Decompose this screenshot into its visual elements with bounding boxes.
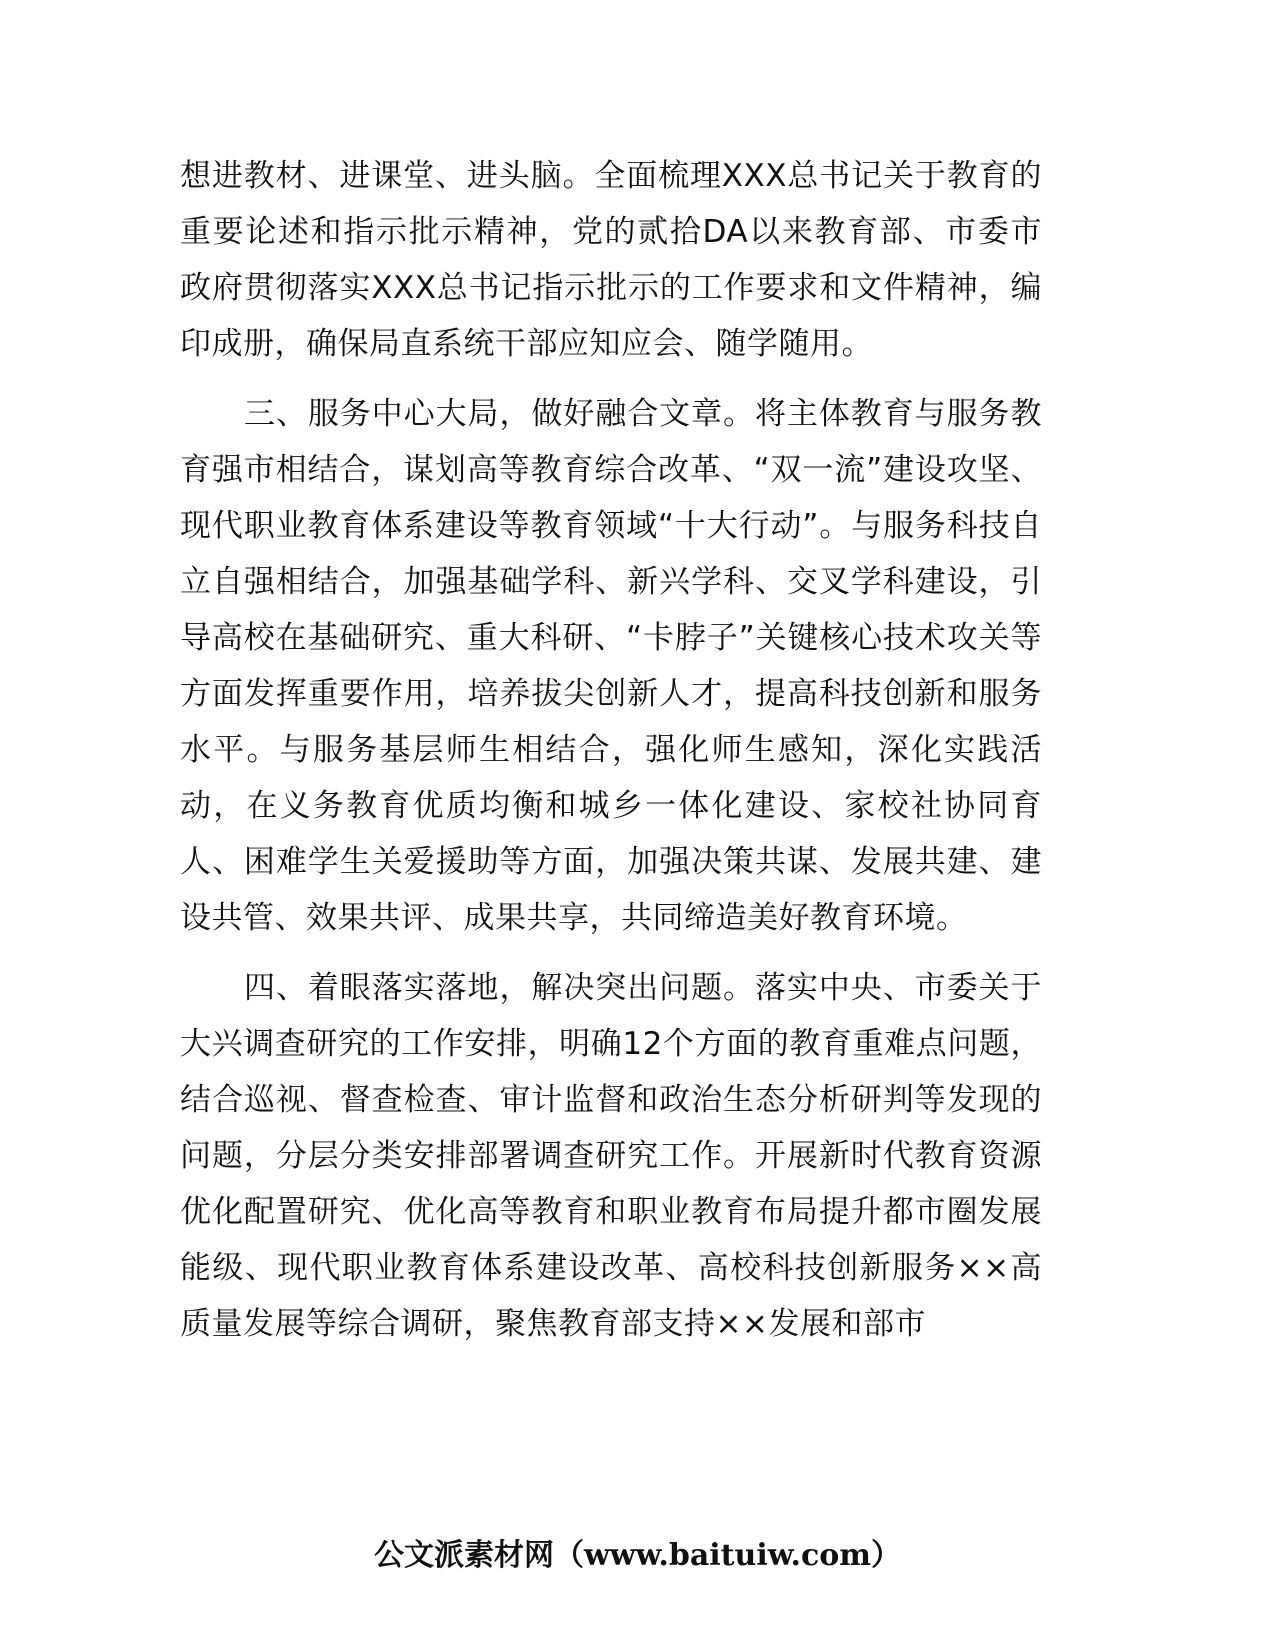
- paragraph-section-three: 三、服务中心大局，做好融合文章。将主体教育与服务教育强市相结合，谋划高等教育综合改革、“双一流”建设攻坚、现代职业教育体系建设等教育领域“十大行动”。与服务科技自立自强相结合，加强基础学科、新兴学科、交叉学科建设，引导高校在基础研究、重大科研、“卡脖子”关键核心技术攻关等方面发挥重要作用，培养拔尖创新人才，提高科技创新和服务水平。与服务基层师生相结合，强化师生感知，深化实践活动，在义务教育优质均衡和城乡一体化建设、家校社协同育人、困难学生关爱援助等方面，加强决策共谋、发展共建、建设共管、效果共评、成果共享，共同缔造美好教育环境。: [180, 396, 1042, 936]
- paragraph-section-four: 四、着眼落实落地，解决突出问题。落实中央、市委关于大兴调查研究的工作安排，明确12个方面的教育重难点问题，结合巡视、督查检查、审计监督和政治生态分析研判等发现的问题，分层分类安排部署调查研究工作。开展新时代教育资源优化配置研究、优化高等教育和职业教育布局提升都市圈发展能级、现代职业教育体系建设改革、高校科技创新服务××高质量发展等综合调研，聚焦教育部支持××发展和部市: [180, 970, 1042, 1342]
- footer-watermark: 公文派素材网（www.baituiw.com）: [373, 1538, 902, 1573]
- paragraph-continuation: 想进教材、进课堂、进头脑。全面梳理XXX总书记关于教育的重要论述和指示批示精神，党的贰拾DA以来教育部、市委市政府贯彻落实XXX总书记指示批示的工作要求和文件精神，编印成册，确保局直系统干部应知应会、随学随用。: [180, 158, 1042, 362]
- document-body: [180, 148, 1042, 1352]
